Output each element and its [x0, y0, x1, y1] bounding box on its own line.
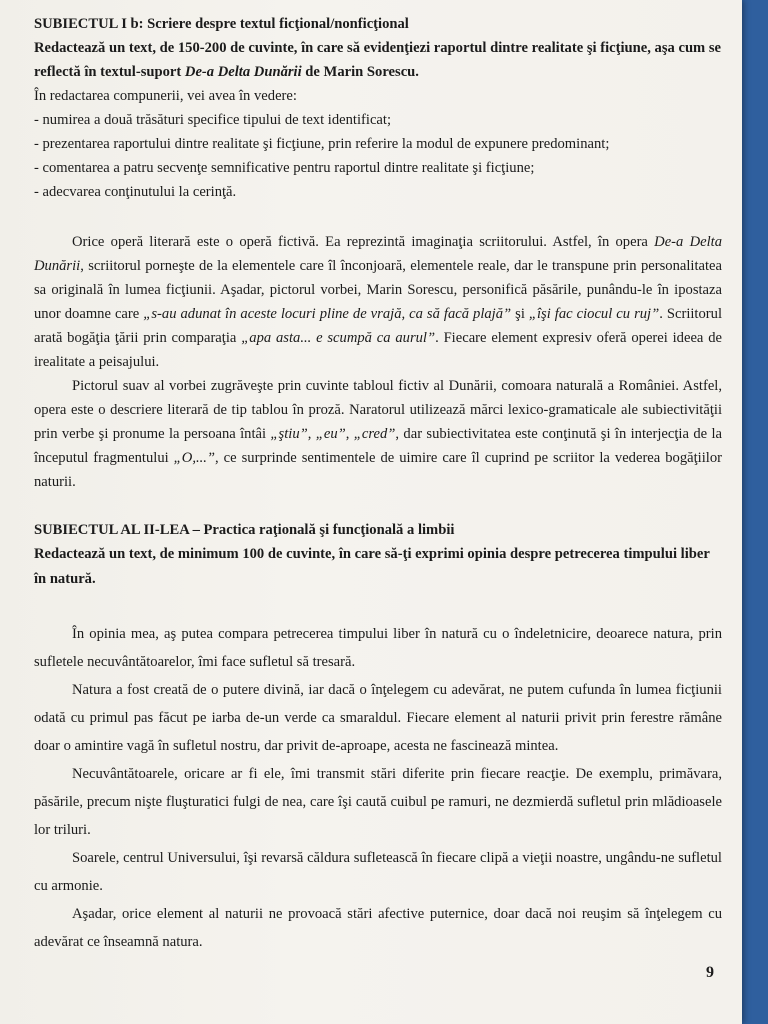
quote: „ştiu” [270, 426, 308, 442]
text-run: , scriitorul porneşte de la elementele care îl înconjoară, elementele reale, dar le transpune prin personalitatea sa originală în lumea ficţiunii. Aşadar, pictorul vorbei, Marin Sorescu, personifică păsările, punându-le în ipostaza unor doamne care [34, 258, 722, 322]
requirement-item: - adecvarea conţinutului la cerinţă. [34, 184, 237, 200]
subject-1-intro: În redactarea compunerii, vei avea în vedere: [34, 88, 297, 104]
subject-1-answer [34, 230, 722, 494]
text-run: şi [511, 306, 529, 322]
requirement-item: - numirea a două trăsături specifice tipului de text identificat; [34, 112, 392, 128]
quote: „O,...” [173, 450, 216, 466]
subject-1-task-end: de Marin Sorescu. [301, 64, 419, 80]
quote: „eu” [315, 426, 346, 442]
subject-1-section [34, 12, 722, 494]
text-run: , ce surprinde sentimentele de uimire care îl cuprind pe scriitor la vederea bogăţiilor naturii. [34, 450, 722, 490]
subject-2-task: Redactează un text, de minimum 100 de cuvinte, în care să-ţi exprimi opinia despre petrecerea timpului liber în natură. [34, 546, 710, 587]
quote: „îşi fac ciocul cu ruj” [528, 306, 660, 322]
requirement-item: - comentarea a patru secvenţe semnificative pentru raportul dintre realitate şi ficţiune; [34, 160, 535, 176]
answer-paragraph: Natura a fost creată de o putere divină, iar dacă o înţelegem cu adevărat, ne putem cufunda în lumea ficţiunii odată cu primul pas făcut pe iarba de-un verde ca smaraldul. Fiecare element al naturii privit prin ferestre rămâne doar o amintire vagă în sufletul nostru, dar privit de-aproape, acesta ne fascinează mintea. [34, 682, 722, 754]
italic-title: De-a Delta Dunării [34, 234, 722, 274]
answer-paragraph-1 [34, 230, 722, 374]
answer-paragraph: În opinia mea, aş putea compara petrecerea timpului liber în natură cu o îndeletnicire, deoarece natura, prin sufletele necuvântătoarelor, îmi face sufletul să tresară. [34, 626, 722, 670]
answer-paragraph: Necuvântătoarele, oricare ar fi ele, îmi transmit stări diferite prin fiecare reacţie. De exemplu, primăvara, păsările, precum nişte fluşturatici fulgi de nea, care îşi caută cuibul pe ramuri, ne dezmierdă sufletul prin mlădioasele lor triluri. [34, 766, 722, 838]
page-number: 9 [706, 964, 714, 981]
text-run: , [307, 426, 316, 442]
requirement-item: - prezentarea raportului dintre realitate şi ficţiune, prin referire la modul de expunere predominant; [34, 136, 610, 152]
subject-1-title: SUBIECTUL I b: Scriere despre textul ficţional/nonficţional [34, 16, 409, 32]
quote: „cred” [353, 426, 396, 442]
text-run: . Fiecare element expresiv oferă operei ideea de irealitate a peisajului. [34, 330, 722, 370]
answer-paragraph-2 [34, 374, 722, 494]
text-run: , [345, 426, 354, 442]
answer-paragraph: Soarele, centrul Universului, îşi revarsă căldura sufletească în fiecare clipă a vieţii noastre, ungându-ne sufletul cu armonie. [34, 850, 722, 894]
quote: „s-au adunat în aceste locuri pline de vrajă, ca să facă plajă” [143, 306, 512, 322]
subject-2-section [34, 518, 722, 956]
text-run: . Scriitorul arată bogăţia ţării prin comparaţia [34, 306, 722, 346]
page-content [34, 12, 722, 956]
subject-2-title: SUBIECTUL AL II-LEA – Practica raţională şi funcţională a limbii [34, 522, 455, 538]
subject-2-answer [34, 620, 722, 956]
text-run: Orice operă literară este o operă fictivă. Ea reprezintă imaginaţia scriitorului. Astfel, în opera [72, 234, 655, 250]
subject-1-task [34, 36, 722, 84]
quote: „apa asta... e scumpă ca aurul” [241, 330, 436, 346]
subject-1-task-title: De-a Delta Dunării [184, 64, 302, 80]
answer-paragraph: Aşadar, orice element al naturii ne provoacă stări afective puternice, doar dacă noi reuşim să înţelegem cu adevărat ce înseamnă natura. [34, 906, 722, 950]
text-run: Pictorul suav al vorbei zugrăveşte prin cuvinte tabloul fictiv al Dunării, comoara naturală a României. Astfel, opera este o descriere literară de tip tablou în proză. Naratorul utilizează mărci lexico-gramaticale ale subiectivităţii prin verbe şi pronume la persoana întâi [34, 378, 722, 442]
subject-1-task-start: Redactează un text, de 150-200 de cuvinte, în care să evidenţiezi raportul dintre realitate şi ficţiune, aşa cum se reflectă în textul-suport [34, 40, 722, 80]
text-run: , dar subiectivitatea este conţinută şi în interjecţia de la începutul fragmentului [34, 426, 722, 466]
